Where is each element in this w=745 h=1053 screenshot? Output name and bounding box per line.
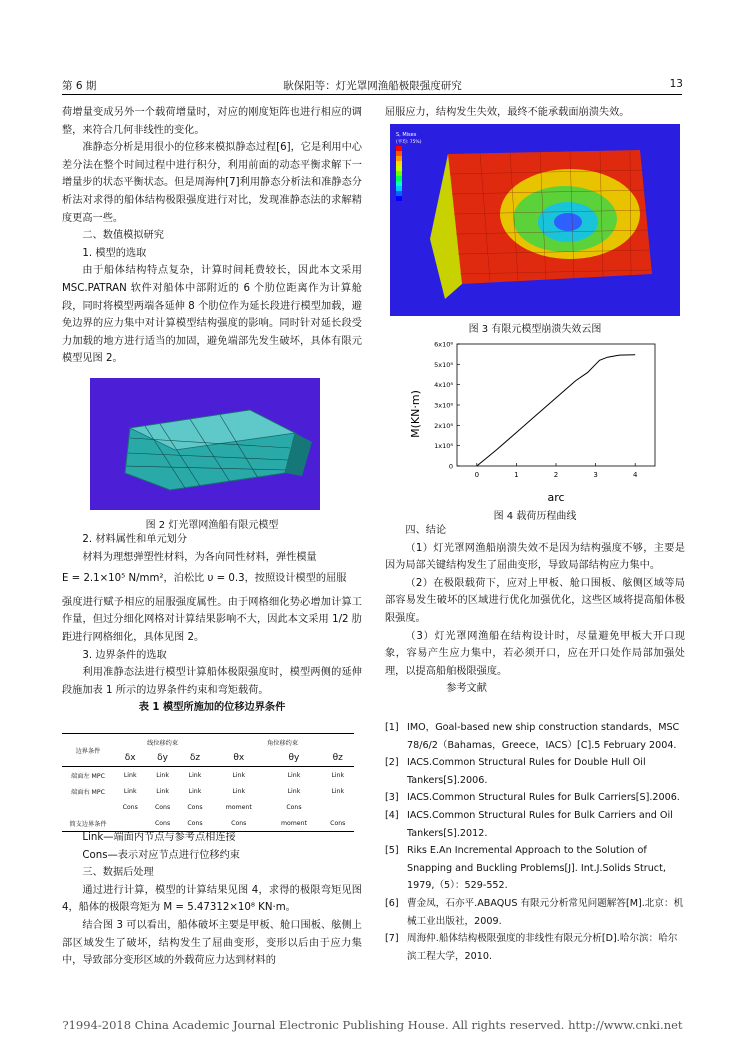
y-tick-label: 3x10⁸: [434, 401, 453, 410]
reference-number: [2]: [385, 757, 399, 769]
y-tick-label: 2x10⁸: [434, 421, 453, 430]
reference-text: IACS.Common Structural Rules for Double Hull Oil Tankers[S].2006.: [407, 757, 646, 786]
legend-subtitle: (平均: 75%): [396, 140, 422, 145]
table-cell: Cons: [122, 803, 138, 811]
reference-number: [1]: [385, 722, 399, 733]
table-note: Link—端面内节点与参考点相连接: [82, 832, 236, 843]
table-col-header: θx: [233, 753, 245, 763]
table-row-label: 端面左 MPC: [62, 767, 114, 784]
fig3-caption: 图 3 有限元模型崩溃失效云图: [468, 324, 602, 335]
table-row-label: [62, 799, 114, 815]
y-tick-label: 4x10⁸: [434, 381, 453, 390]
table-col-header: θy: [288, 753, 300, 763]
left-column-bottom: [62, 829, 362, 970]
x-tick-label: 3: [593, 471, 598, 479]
table-cell: [322, 799, 354, 815]
table-cell: Cons: [179, 815, 211, 832]
fig2-fem-model-image: [90, 378, 320, 510]
right-column-top: [385, 104, 685, 122]
table-cell: Link: [156, 787, 169, 795]
reference-number: [6]: [385, 897, 399, 909]
conclusion-item: （3）灯光罩网渔船在结构设计时，尽量避免甲板大开口现象，容易产生应力集中，若必须开口，应在开口处作局部加强处理，以提高船舶极限强度。: [385, 630, 685, 677]
table-cell: Link: [232, 787, 246, 795]
references-title: 参考文献: [446, 683, 487, 695]
table-group-header: 线位移约束: [114, 734, 211, 751]
table-col-header: δy: [157, 753, 168, 763]
table-cell: Cons: [146, 815, 178, 832]
table-cell: Link: [331, 787, 345, 795]
y-tick-label: 1x10⁸: [434, 442, 453, 451]
plot-frame: [457, 344, 655, 466]
running-title: 耿保阳等：灯光罩网渔船极限强度研究: [283, 80, 462, 92]
table-note: Cons—表示对应节点进行位移约束: [82, 849, 240, 861]
table-cell: Link: [123, 787, 137, 795]
copyright-footer: ?1994-2018 China Academic Journal Electronic Publishing House. All rights reserved. http://www.cnki.net: [62, 1018, 683, 1032]
table-cell: moment: [225, 803, 252, 811]
x-tick-label: 4: [632, 471, 638, 479]
x-tick-label: 2: [553, 471, 559, 479]
reference-item: [385, 754, 685, 789]
reference-text: IACS.Common Structural Rules for Bulk Carriers[S].2006.: [407, 792, 680, 804]
paragraph: 准静态分析是用很小的位移来模拟静态过程[6]，它是利用中心差分法在整个时间过程中进行积分，利用前面的动态平衡求解下一增量步的状态平衡状态。但是周海仲[7]利用静态分析法和准静态分析法对求得的船体结构极限强度进行对比，发现准静态法的求解精度更高一些。: [62, 142, 362, 224]
chart-y-axis-label: M(KN·m): [409, 390, 422, 438]
paragraph: 屈服应力，结构发生失效，最终不能承载面崩溃失效。: [385, 107, 630, 118]
paragraph: 由于船体结构特点复杂，计算时间耗费较长，因此本文采用 MSC.PATRAN 软件对船体中部附近的 6 个肋位距离作为计算舱段，同时将模型两端各延伸 8 个肋位作为延长段进行模型加载，避免边界的应力集中对计算模型结构强度的影响。同时针对延长段受力加载的地方进行适当的加固，避免端部先发生破坏，具体有限元模型见图 2。: [62, 265, 362, 365]
paragraph: 强度进行赋予相应的屈服强度属性。由于网格细化势必增加计算工作量，但过分细化网格对计算结果影响不大，因此本文采用 1/2 肋距进行网格细化，具体见图 2。: [62, 596, 362, 643]
y-tick-label: 6x10⁸: [434, 340, 453, 349]
table-col-header: δx: [124, 753, 136, 763]
page-number: 13: [669, 78, 683, 90]
fig3-stress-contour-image: [390, 124, 680, 316]
y-tick-label: 5x10⁸: [434, 360, 453, 369]
reference-number: [7]: [385, 933, 399, 945]
series-line-moment: [477, 355, 635, 466]
issue-number: 第 6 期: [62, 80, 97, 92]
subsection-heading: 1. 模型的选取: [82, 247, 147, 259]
table-cell: Link: [266, 767, 321, 784]
table-cell: Cons: [154, 803, 171, 811]
reference-number: [3]: [385, 792, 399, 804]
header-rule: [62, 94, 682, 95]
subsection-heading: 2. 材料属性和单元划分: [82, 534, 188, 545]
table-group-header: 角位移约束: [211, 734, 354, 751]
x-tick-label: 0: [474, 471, 480, 479]
reference-text: IACS.Common Structural Rules for Bulk Carriers and Oil Tankers[S].2012.: [407, 809, 673, 839]
table-cell: Link: [322, 767, 354, 784]
conclusion-item: （1）灯光罩网渔船崩溃失效不是因为结构强度不够，主要是因为局部关键结构发生了屈曲变形，导致局部结构应力集中。: [385, 542, 685, 572]
section-heading: 三、数据后处理: [82, 867, 154, 879]
reference-item: [385, 719, 685, 754]
left-column-top: [62, 104, 362, 368]
table-cell: Cons: [322, 815, 354, 832]
chart-x-axis-label: arc: [547, 491, 565, 504]
reference-number: [5]: [385, 845, 399, 857]
table-cell: Link: [179, 767, 211, 784]
table-cell: Link: [211, 767, 266, 784]
reference-item: [385, 842, 685, 895]
references-list: [385, 719, 685, 965]
subsection-heading: 3. 边界条件的选取: [82, 649, 167, 661]
reference-text: IMO，Goal-based new ship construction standards，MSC 78/6/2（Bahamas，Greece，IACS）[C].5 February 2004.: [407, 722, 680, 751]
paragraph: 材料为理想弹塑性材料，为各向同性材料，弹性模量: [82, 551, 317, 563]
table-cell: Link: [146, 767, 178, 784]
table-cell: Cons: [187, 803, 203, 811]
table-cell: moment: [266, 815, 321, 832]
boundary-conditions-table: [62, 733, 354, 832]
fig4-load-history-chart: [405, 336, 665, 506]
paragraph: 结合图 3 可以看出，船体破坏主要是甲板、舱口围板、舷侧上部区域发生了破坏，结构发生了屈曲变形，变形以后由于应力集中，导致部分变形区域的外载荷应力达到材料的: [62, 919, 362, 967]
fig2-caption: 图 2 灯光罩网渔船有限元模型: [145, 520, 279, 531]
table-cell: Link: [114, 767, 146, 784]
section-heading: 二、数值模拟研究: [82, 230, 164, 242]
section-heading: 四、结论: [405, 525, 447, 536]
reference-text: Riks E.An Incremental Approach to the Solution of Snapping and Buckling Problems[J]. Int.J.Solids Struct, 1979,（5）：529-552.: [407, 845, 666, 892]
reference-text: 周海仲.船体结构极限强度的非线性有限元分析[D].哈尔滨：哈尔滨工程大学，2010.: [407, 933, 678, 962]
table-row-label: 端面右 MPC: [71, 788, 105, 796]
table-cell: Cons: [211, 815, 266, 832]
y-tick-label: 0: [448, 462, 453, 471]
formula-poisson: ，泊松比 υ = 0.3，按照设计模型的屈服: [163, 573, 347, 585]
right-column-conclusions: [385, 522, 685, 698]
reference-item: [385, 789, 685, 807]
table-cell: Link: [287, 787, 301, 795]
fig4-caption: 图 4 载荷历程曲线: [493, 511, 577, 522]
table-col-header: δz: [189, 753, 201, 763]
reference-number: [4]: [385, 809, 399, 821]
table-cell: Link: [188, 787, 202, 795]
paragraph: 利用准静态法进行模型计算船体极限强度时，模型两侧的延伸段施加表 1 所示的边界条件约束和弯矩载荷。: [62, 667, 362, 696]
paragraph: 荷增量变成另外一个载荷增量时，对应的刚度矩阵也进行相应的调整，来符合几何非线性的变化。: [62, 107, 362, 136]
x-tick-label: 1: [514, 471, 519, 479]
formula-line: [62, 570, 362, 588]
reference-item: [385, 895, 685, 930]
reference-item: [385, 930, 685, 965]
conclusion-item: （2）在极限载荷下，应对上甲板、舱口围板、舷侧区域等局部容易发生破坏的区域进行优化加强优化，这些区域将提高船体极限强度。: [385, 577, 685, 624]
reference-text: 曹金凤，石亦平.ABAQUS 有限元分析常见问题解答[M].北京：机械工业出版社，2009.: [407, 897, 684, 927]
chart-axes: [434, 341, 655, 480]
table-col-header: θz: [332, 753, 343, 763]
table-row-label: 简支边界条件: [62, 815, 114, 832]
formula-elastic-modulus: E = 2.1×10⁵ N/mm²: [62, 573, 164, 585]
table-caption: 表 1 模型所施加的位移边界条件: [138, 702, 286, 714]
legend-title: S, Mises: [396, 132, 417, 138]
paragraph: 通过进行计算，模型的计算结果见图 4，求得的极限弯矩见图 4，船体的极限弯矩为 M = 5.47312×10⁸ KN·m。: [62, 884, 362, 914]
left-column-middle: [62, 531, 362, 717]
table-cell: Cons: [286, 803, 302, 811]
reference-item: [385, 807, 685, 842]
table-corner-header: 边界条件: [62, 734, 114, 767]
